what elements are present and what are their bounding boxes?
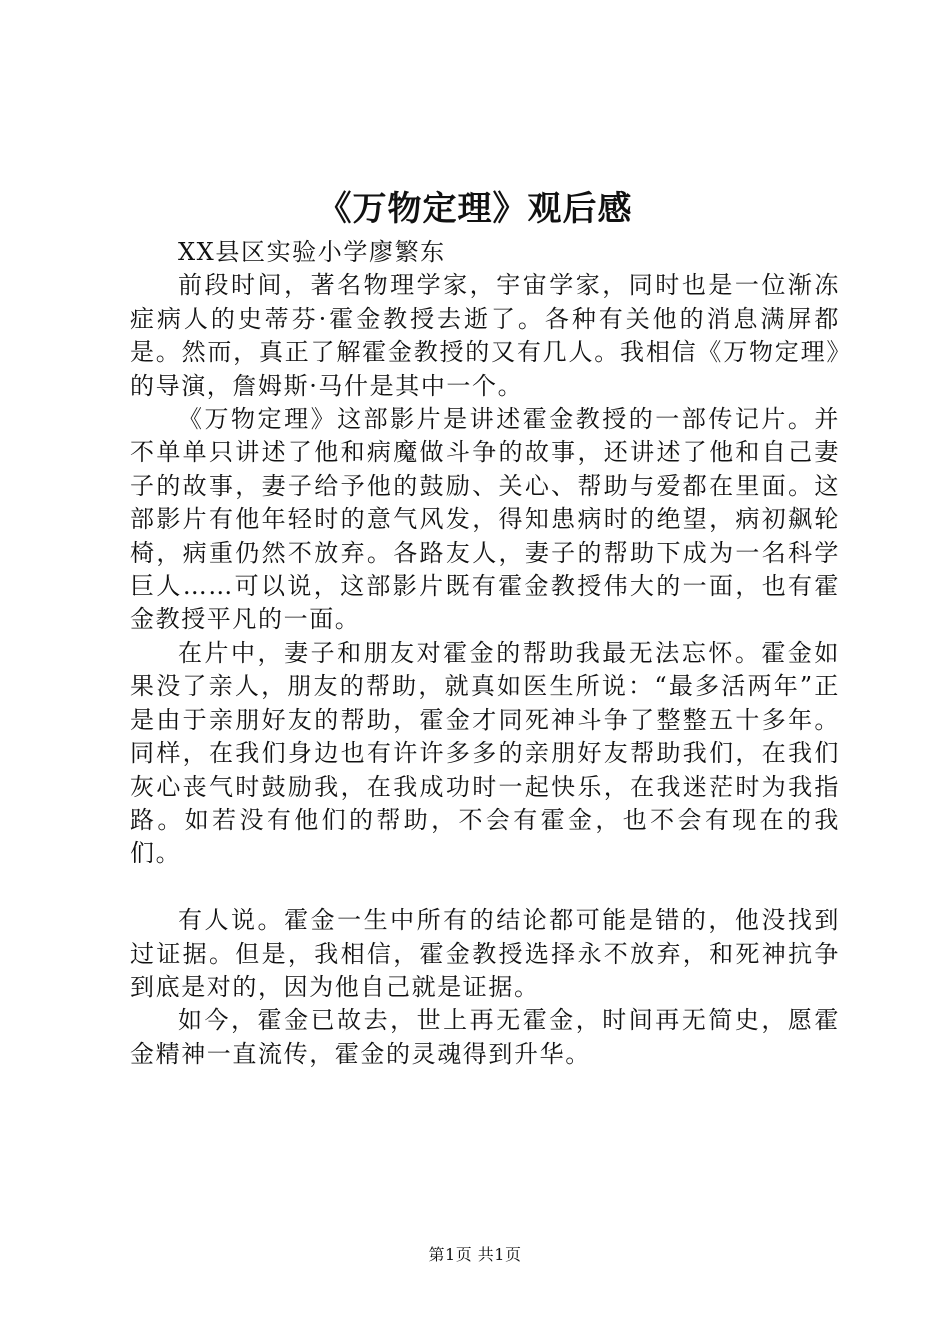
paragraph-5: 如今，霍金已故去，世上再无霍金，时间再无简史，愿霍金精神一直流传，霍金的灵魂得到升华。 bbox=[130, 1006, 840, 1068]
document-title: 《万物定理》观后感 bbox=[317, 189, 633, 229]
blank-line bbox=[130, 871, 840, 904]
paragraph-3: 在片中，妻子和朋友对霍金的帮助我最无法忘怀。霍金如果没了亲人，朋友的帮助，就真如医生所说：“最多活两年”正是由于亲朋好友的帮助，霍金才同死神斗争了整整五十多年。同样，在我们身边也有许许多多的亲朋好友帮助我们，在我们灰心丧气时鼓励我，在我成功时一起快乐，在我迷茫时为我指路。如若没有他们的帮助，不会有霍金，也不会有现在的我们。 bbox=[130, 638, 840, 868]
document-body bbox=[130, 236, 840, 1071]
paragraph-2: 《万物定理》这部影片是讲述霍金教授的一部传记片。并不单单只讲述了他和病魔做斗争的故事，还讲述了他和自己妻子的故事，妻子给予他的鼓励、关心、帮助与爱都在里面。这部影片有他年轻时的意气风发，得知患病时的绝望，病初飙轮椅，病重仍然不放弃。各路友人，妻子的帮助下成为一名科学巨人……可以说，这部影片既有霍金教授伟大的一面，也有霍金教授平凡的一面。 bbox=[130, 405, 840, 634]
paragraph-4: 有人说。霍金一生中所有的结论都可能是错的，他没找到过证据。但是，我相信，霍金教授选择永不放弃，和死神抗争到底是对的，因为他自己就是证据。 bbox=[130, 906, 840, 1001]
author-line: XX县区实验小学廖繁东 bbox=[178, 238, 446, 266]
paragraph-1: 前段时间，著名物理学家，宇宙学家，同时也是一位渐冻症病人的史蒂芬·霍金教授去逝了。各种有关他的消息满屏都是。然而，真正了解霍金教授的又有几人。我相信《万物定理》的导演，詹姆斯·马什是其中一个。 bbox=[130, 271, 840, 400]
page-footer: 第1页 共1页 bbox=[428, 1245, 522, 1264]
